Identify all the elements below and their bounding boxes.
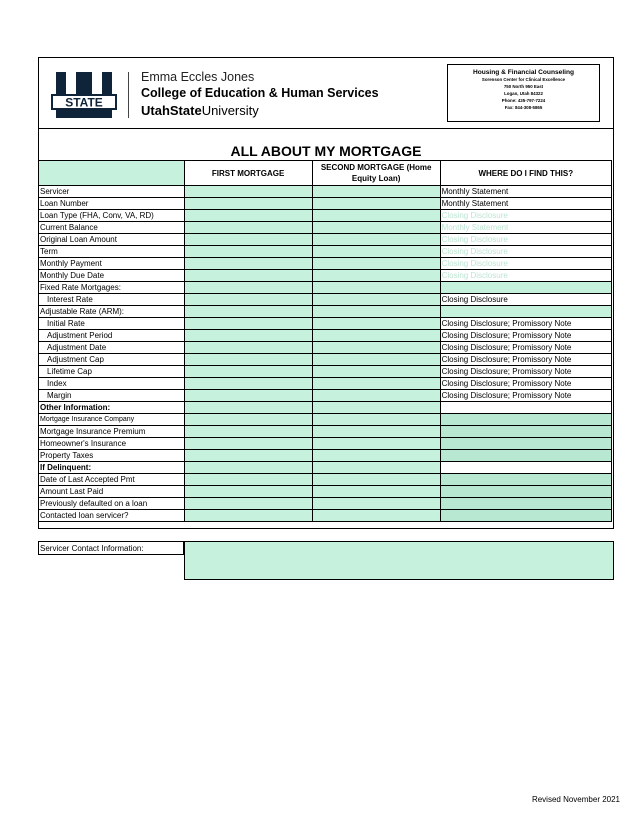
college-line1: Emma Eccles Jones — [141, 70, 255, 84]
first-mortgage-input[interactable] — [184, 234, 312, 246]
second-mortgage-input[interactable] — [312, 438, 440, 450]
first-mortgage-input[interactable] — [184, 186, 312, 198]
where-to-find — [440, 510, 611, 522]
where-to-find: Closing Disclosure; Promissory Note — [440, 318, 611, 330]
col-where: WHERE DO I FIND THIS? — [440, 161, 611, 186]
where-to-find: Closing Disclosure; Promissory Note — [440, 378, 611, 390]
first-mortgage-input[interactable] — [184, 450, 312, 462]
row-label: Adjustment Date — [39, 342, 185, 354]
second-mortgage-input[interactable] — [312, 474, 440, 486]
where-to-find — [440, 282, 611, 294]
second-mortgage-input[interactable] — [312, 306, 440, 318]
second-mortgage-input[interactable] — [312, 354, 440, 366]
table-row — [39, 222, 612, 234]
first-mortgage-input[interactable] — [184, 402, 312, 414]
table-row — [39, 282, 612, 294]
first-mortgage-input[interactable] — [184, 270, 312, 282]
col-first-mortgage: FIRST MORTGAGE — [184, 161, 312, 186]
university-name — [141, 104, 379, 118]
second-mortgage-input[interactable] — [312, 210, 440, 222]
row-label: Mortgage Insurance Premium — [39, 426, 185, 438]
second-mortgage-input[interactable] — [312, 186, 440, 198]
second-mortgage-input[interactable] — [312, 462, 440, 474]
second-mortgage-input[interactable] — [312, 390, 440, 402]
first-mortgage-input[interactable] — [184, 474, 312, 486]
table-row — [39, 390, 612, 402]
where-to-find: Closing Disclosure — [440, 210, 611, 222]
first-mortgage-input[interactable] — [184, 246, 312, 258]
table-row — [39, 186, 612, 198]
second-mortgage-input[interactable] — [312, 330, 440, 342]
table-row — [39, 318, 612, 330]
row-label: Previously defaulted on a loan — [39, 498, 185, 510]
first-mortgage-input[interactable] — [184, 510, 312, 522]
row-label: Monthly Due Date — [39, 270, 185, 282]
college-line2: College of Education & Human Services — [141, 85, 379, 100]
table-row — [39, 234, 612, 246]
where-to-find — [440, 498, 611, 510]
first-mortgage-input[interactable] — [184, 198, 312, 210]
first-mortgage-input[interactable] — [184, 258, 312, 270]
second-mortgage-input[interactable] — [312, 414, 440, 426]
where-to-find: Closing Disclosure — [440, 294, 611, 306]
servicer-contact-label: Servicer Contact Information: — [38, 541, 184, 555]
table-row — [39, 306, 612, 318]
table-row — [39, 438, 612, 450]
row-label: Original Loan Amount — [39, 234, 185, 246]
first-mortgage-input[interactable] — [184, 354, 312, 366]
first-mortgage-input[interactable] — [184, 318, 312, 330]
where-to-find — [440, 306, 611, 318]
where-to-find — [440, 402, 611, 414]
where-to-find: Closing Disclosure — [440, 258, 611, 270]
row-label: Current Balance — [39, 222, 185, 234]
table-row — [39, 270, 612, 282]
second-mortgage-input[interactable] — [312, 426, 440, 438]
where-to-find — [440, 462, 611, 474]
first-mortgage-input[interactable] — [184, 330, 312, 342]
row-label: Margin — [39, 390, 185, 402]
header-blank-cell — [39, 161, 185, 186]
row-label: If Delinquent: — [39, 462, 185, 474]
table-row — [39, 378, 612, 390]
where-to-find: Closing Disclosure; Promissory Note — [440, 354, 611, 366]
first-mortgage-input[interactable] — [184, 378, 312, 390]
table-row — [39, 330, 612, 342]
row-label: Loan Type (FHA, Conv, VA, RD) — [39, 210, 185, 222]
row-label: Property Taxes — [39, 450, 185, 462]
second-mortgage-input[interactable] — [312, 246, 440, 258]
revised-date: Revised November 2021 — [531, 795, 620, 804]
table-row — [39, 366, 612, 378]
university-regular: University — [201, 102, 259, 118]
second-mortgage-input[interactable] — [312, 498, 440, 510]
where-to-find — [440, 414, 611, 426]
row-label: Servicer — [39, 186, 185, 198]
row-label: Interest Rate — [39, 294, 185, 306]
second-mortgage-input[interactable] — [312, 486, 440, 498]
row-label: Adjustment Cap — [39, 354, 185, 366]
second-mortgage-input[interactable] — [312, 270, 440, 282]
first-mortgage-input[interactable] — [184, 306, 312, 318]
mortgage-form — [38, 57, 614, 529]
counseling-title: Housing & Financial Counseling — [472, 69, 575, 76]
where-to-find: Closing Disclosure; Promissory Note — [440, 330, 611, 342]
form-header — [39, 58, 613, 129]
mortgage-table — [38, 160, 612, 522]
where-to-find: Monthly Statement — [440, 198, 611, 210]
row-label: Adjustment Period — [39, 330, 185, 342]
second-mortgage-input[interactable] — [312, 450, 440, 462]
where-to-find — [440, 426, 611, 438]
row-label: Adjustable Rate (ARM): — [39, 306, 185, 318]
servicer-contact-field[interactable] — [184, 541, 614, 580]
divider — [128, 72, 129, 118]
first-mortgage-input[interactable] — [184, 222, 312, 234]
row-label: Homeowner's Insurance — [39, 438, 185, 450]
second-mortgage-input[interactable] — [312, 294, 440, 306]
where-to-find: Closing Disclosure; Promissory Note — [440, 390, 611, 402]
where-to-find: Closing Disclosure — [440, 234, 611, 246]
row-label: Other Information: — [39, 402, 185, 414]
second-mortgage-input[interactable] — [312, 222, 440, 234]
college-name — [141, 71, 379, 118]
table-row — [39, 258, 612, 270]
counseling-center: Sorenson Center for Clinical Excellence — [481, 77, 566, 82]
first-mortgage-input[interactable] — [184, 282, 312, 294]
row-label: Initial Rate — [39, 318, 185, 330]
table-row — [39, 498, 612, 510]
second-mortgage-input[interactable] — [312, 342, 440, 354]
counseling-phone: Phone: 435-797-7224 — [501, 98, 546, 103]
second-mortgage-input[interactable] — [312, 258, 440, 270]
first-mortgage-input[interactable] — [184, 366, 312, 378]
second-mortgage-input[interactable] — [312, 366, 440, 378]
second-mortgage-input[interactable] — [312, 282, 440, 294]
second-mortgage-input[interactable] — [312, 378, 440, 390]
row-label: Index — [39, 378, 185, 390]
row-label: Fixed Rate Mortgages: — [39, 282, 185, 294]
table-row — [39, 426, 612, 438]
first-mortgage-input[interactable] — [184, 498, 312, 510]
second-mortgage-input[interactable] — [312, 234, 440, 246]
table-row — [39, 510, 612, 522]
where-to-find — [440, 486, 611, 498]
first-mortgage-input[interactable] — [184, 210, 312, 222]
usu-logo — [51, 72, 117, 118]
table-row — [39, 474, 612, 486]
counseling-box — [447, 64, 600, 122]
table-row — [39, 414, 612, 426]
where-to-find: Monthly Statement — [440, 186, 611, 198]
row-label: Lifetime Cap — [39, 366, 185, 378]
table-row — [39, 354, 612, 366]
counseling-address1: 750 North 950 East — [503, 84, 544, 89]
col-second-mortgage: SECOND MORTGAGE (Home Equity Loan) — [312, 161, 440, 186]
row-label: Amount Last Paid — [39, 486, 185, 498]
second-mortgage-input[interactable] — [312, 318, 440, 330]
table-row — [39, 402, 612, 414]
counseling-fax: Fax: 844-308-5865 — [504, 105, 543, 110]
where-to-find: Closing Disclosure; Promissory Note — [440, 342, 611, 354]
first-mortgage-input[interactable] — [184, 414, 312, 426]
row-label: Monthly Payment — [39, 258, 185, 270]
row-label: Term — [39, 246, 185, 258]
table-row — [39, 342, 612, 354]
where-to-find — [440, 450, 611, 462]
row-label: Mortgage Insurance Company — [39, 414, 185, 426]
first-mortgage-input[interactable] — [184, 486, 312, 498]
first-mortgage-input[interactable] — [184, 426, 312, 438]
first-mortgage-input[interactable] — [184, 438, 312, 450]
row-label: Contacted loan servicer? — [39, 510, 185, 522]
where-to-find: Closing Disclosure — [440, 270, 611, 282]
table-header-row — [39, 161, 612, 186]
counseling-address2: Logan, Utah 84322 — [504, 91, 543, 96]
second-mortgage-input[interactable] — [312, 510, 440, 522]
first-mortgage-input[interactable] — [184, 390, 312, 402]
table-row — [39, 450, 612, 462]
first-mortgage-input[interactable] — [184, 294, 312, 306]
where-to-find: Closing Disclosure — [440, 246, 611, 258]
row-label: Loan Number — [39, 198, 185, 210]
page-title: ALL ABOUT MY MORTGAGE — [230, 143, 422, 159]
table-row — [39, 294, 612, 306]
first-mortgage-input[interactable] — [184, 342, 312, 354]
where-to-find — [440, 474, 611, 486]
table-row — [39, 462, 612, 474]
table-row — [39, 210, 612, 222]
first-mortgage-input[interactable] — [184, 462, 312, 474]
where-to-find: Closing Disclosure; Promissory Note — [440, 366, 611, 378]
where-to-find — [440, 438, 611, 450]
table-row — [39, 246, 612, 258]
table-row — [39, 486, 612, 498]
row-label: Date of Last Accepted Pmt — [39, 474, 185, 486]
where-to-find: Monthly Statement — [440, 222, 611, 234]
logo-text: STATE — [65, 95, 103, 110]
second-mortgage-input[interactable] — [312, 402, 440, 414]
second-mortgage-input[interactable] — [312, 198, 440, 210]
table-row — [39, 198, 612, 210]
university-bold: UtahState — [141, 102, 202, 118]
